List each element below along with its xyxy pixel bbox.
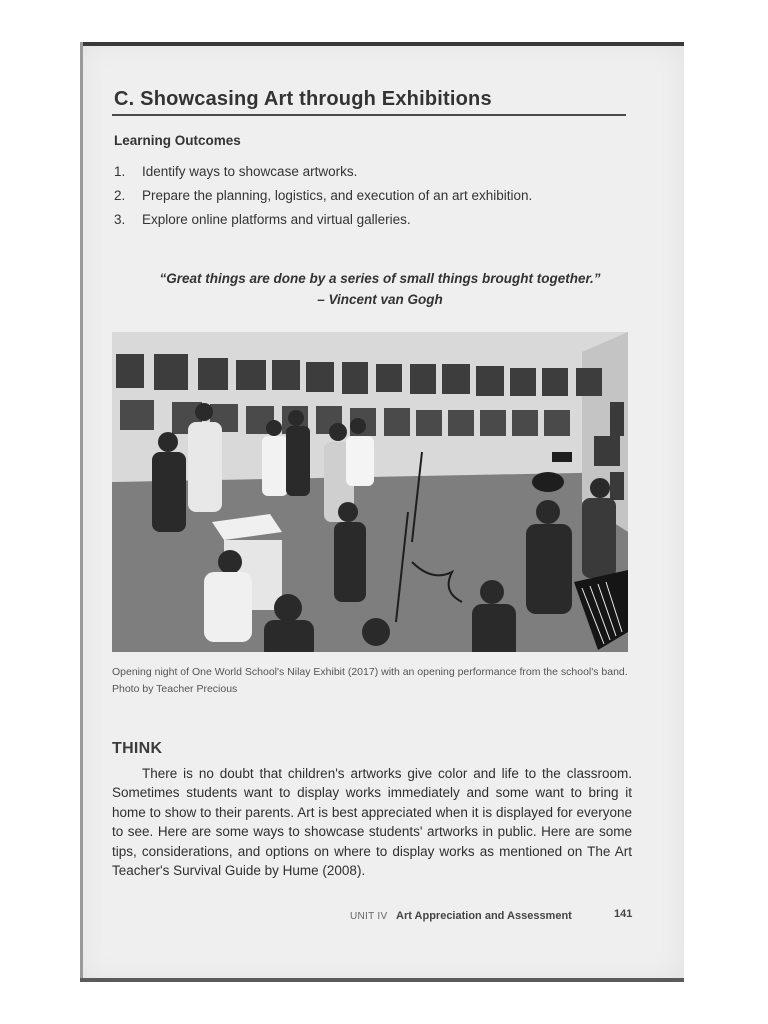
- outcome-text: Identify ways to showcase artworks.: [142, 164, 358, 179]
- exhibit-photo-illustration: [112, 332, 628, 652]
- footer-title: Art Appreciation and Assessment: [396, 910, 572, 922]
- outcome-item: [114, 164, 357, 179]
- outcome-text: Prepare the planning, logistics, and execution of an art exhibition.: [142, 188, 533, 203]
- footer-unit: UNIT IV: [350, 911, 388, 922]
- think-heading: THINK: [112, 740, 163, 757]
- outcome-number: 1.: [114, 164, 126, 179]
- page-number: 141: [614, 908, 633, 920]
- outcome-text: Explore online platforms and virtual galleries.: [142, 212, 411, 227]
- outcome-item: [114, 212, 411, 227]
- outcome-number: 2.: [114, 188, 126, 203]
- exhibit-photo: [112, 332, 628, 652]
- photo-caption: Opening night of One World School's Nilay Exhibit (2017) with an opening performance from the school's band. Photo by Teacher Precious: [112, 666, 628, 695]
- section-title: C. Showcasing Art through Exhibitions: [114, 88, 492, 110]
- outcome-number: 3.: [114, 212, 126, 227]
- quote-text: “Great things are done by a series of small things brought together.”: [159, 271, 601, 286]
- think-paragraph: There is no doubt that children's artworks give color and life to the classroom. Sometimes students want to display works immediately and some want to bring it home to show to their parents. Art is best appreciated when it is displayed for everyone to see. Here are some ways to showcase students' artworks in public. Here are some tips, considerations, and options on where to display works as mentioned on The Art Teacher's Survival Guide by Hume (2008).: [112, 766, 632, 879]
- quote-author: – Vincent van Gogh: [317, 292, 443, 307]
- learning-outcomes-heading: Learning Outcomes: [114, 133, 241, 148]
- title-underline: [112, 114, 626, 116]
- outcome-item: [114, 188, 532, 203]
